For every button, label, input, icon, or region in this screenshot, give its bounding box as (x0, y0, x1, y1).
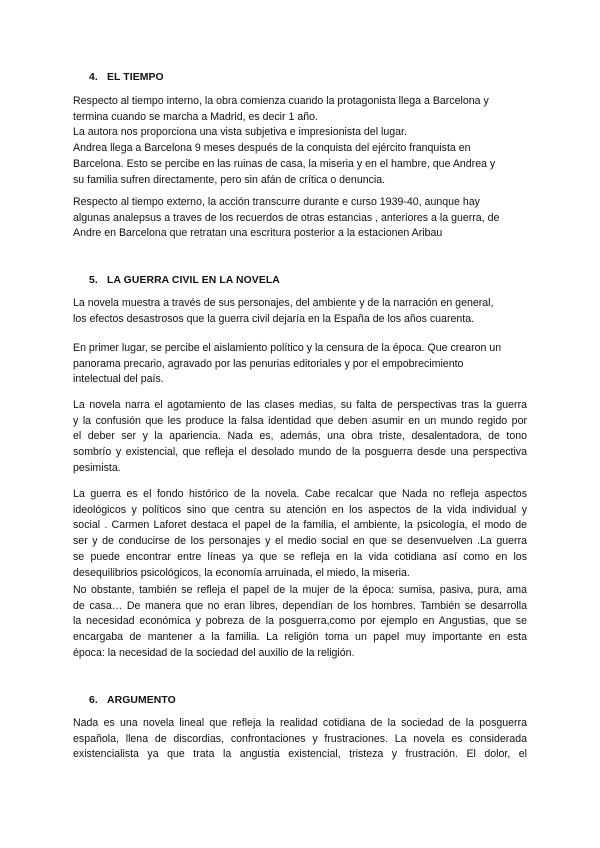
text-line: española, llena de discordias, confrontaciones y frustraciones. La novela es considerada (73, 732, 527, 745)
text-line: pesimista. (73, 461, 121, 474)
text-line: el deber ser y la apariencia. Nada es, además, una obra triste, desalentadora, de tono (73, 430, 527, 443)
text-line: En primer lugar, se percibe el aislamiento político y la censura de la época. Que crearon un (73, 342, 502, 354)
text-line: Respecto al tiempo interno, la obra comienza cuando la protagonista llega a Barcelona y (73, 95, 489, 107)
text-line: desequilibrios psicológicos, la economía arruinada, el miedo, la miseria. (73, 566, 410, 579)
section-number: 6. (89, 695, 98, 706)
text-line: La autora nos proporciona una vista subjetiva e impresionista del lugar. (73, 126, 407, 139)
text-line: social . Carmen Laforet destaca el papel de la familia, el ambiente, la psicología, el modo de (73, 519, 527, 532)
text-line: existencialista ya que trata la angustia existencial, tristeza y frustración. El dolor, el (73, 748, 527, 761)
text-line: los efectos desastrosos que la guerra civil dejaría en la España de los años cuarenta. (73, 312, 475, 325)
text-line: intelectual del país. (73, 373, 164, 386)
section-heading-5 (89, 275, 280, 286)
text-line: No obstante, también se refleja el papel de la mujer de la época: sumisa, pasiva, pura, ama (73, 584, 527, 596)
paragraph (73, 94, 527, 188)
text-line: ideológicos y políticos sino que centra su atención en los aspectos de la vida individual y (73, 503, 527, 516)
section-title: ARGUMENTO (107, 695, 176, 706)
text-line: se puede encontrar entre líneas ya que se refleja en la vida cotidiana así como en los (73, 550, 527, 563)
text-line: época: la necesidad de la sociedad del auxilio de la religión. (73, 646, 355, 659)
text-line: Andrea llega a Barcelona 9 meses después de la conquista del ejército franquista en (73, 142, 471, 155)
paragraph (73, 716, 527, 763)
paragraph (73, 487, 527, 581)
section-heading-6 (89, 695, 176, 706)
text-line: La novela muestra a través de sus personajes, del ambiente y de la narración en general, (73, 297, 494, 309)
text-line: y la confusión que les produce la falsa identidad que deben asumir en un mundo regido por (73, 414, 527, 427)
text-line: sombrío y existencial, que refleja el desolado mundo de la posguerra desde una perspectiva (73, 446, 527, 459)
text-line: Barcelona. Esto se percibe en las ruinas de casa, la miseria y en el hambre, que Andrea y (73, 157, 496, 170)
text-line: Andre en Barcelona que retratan una escritura posterior a la estacionen Aribau (73, 227, 443, 240)
text-line: su familia sufren directamente, pero sin afán de crítica o denuncia. (73, 173, 386, 186)
paragraph (73, 583, 527, 662)
paragraph (73, 341, 527, 388)
text-line: La guerra es el fondo histórico de la novela. Cabe recalcar que Nada no refleja aspectos (73, 488, 527, 500)
section-heading-4 (89, 72, 164, 83)
section-number: 5. (89, 275, 98, 286)
section-number: 4. (89, 72, 98, 83)
text-line: termina cuando se marcha a Madrid, es decir 1 año. (73, 110, 318, 123)
paragraph (73, 195, 527, 242)
text-line: Respecto al tiempo externo, la acción transcurre durante e curso 1939-40, aunque hay (73, 196, 480, 208)
text-line: la necesidad económica y pobreza de la posguerra,como por ejemplo en Angustias, que se (73, 615, 527, 628)
text-line: de casa… De manera que no eran libres, dependían de los hombres. También se desarrolla (73, 599, 527, 612)
text-line: ser y de conducirse de los personajes y el medio social en que se desenvuelven .La guerra (73, 535, 527, 548)
text-line: La novela narra el agotamiento de las clases medias, su falta de perspectivas tras la guerra (73, 399, 527, 411)
text-line: algunas analepsus a traves de los recuerdos de otras estancias , anteriores a la guerra, de (73, 211, 500, 224)
paragraph (73, 398, 527, 477)
paragraph (73, 296, 527, 327)
section-title: LA GUERRA CIVIL EN LA NOVELA (107, 275, 280, 286)
text-line: encargaba de mantener a la familia. La religión toma un papel muy importante en esta (73, 631, 527, 644)
section-title: EL TIEMPO (107, 72, 164, 83)
text-line: panorama precario, agravado por las penurias editoriales y por el empobrecimiento (73, 357, 464, 370)
text-line: Nada es una novela lineal que refleja la realidad cotidiana de la sociedad de la posguerra (73, 717, 527, 729)
